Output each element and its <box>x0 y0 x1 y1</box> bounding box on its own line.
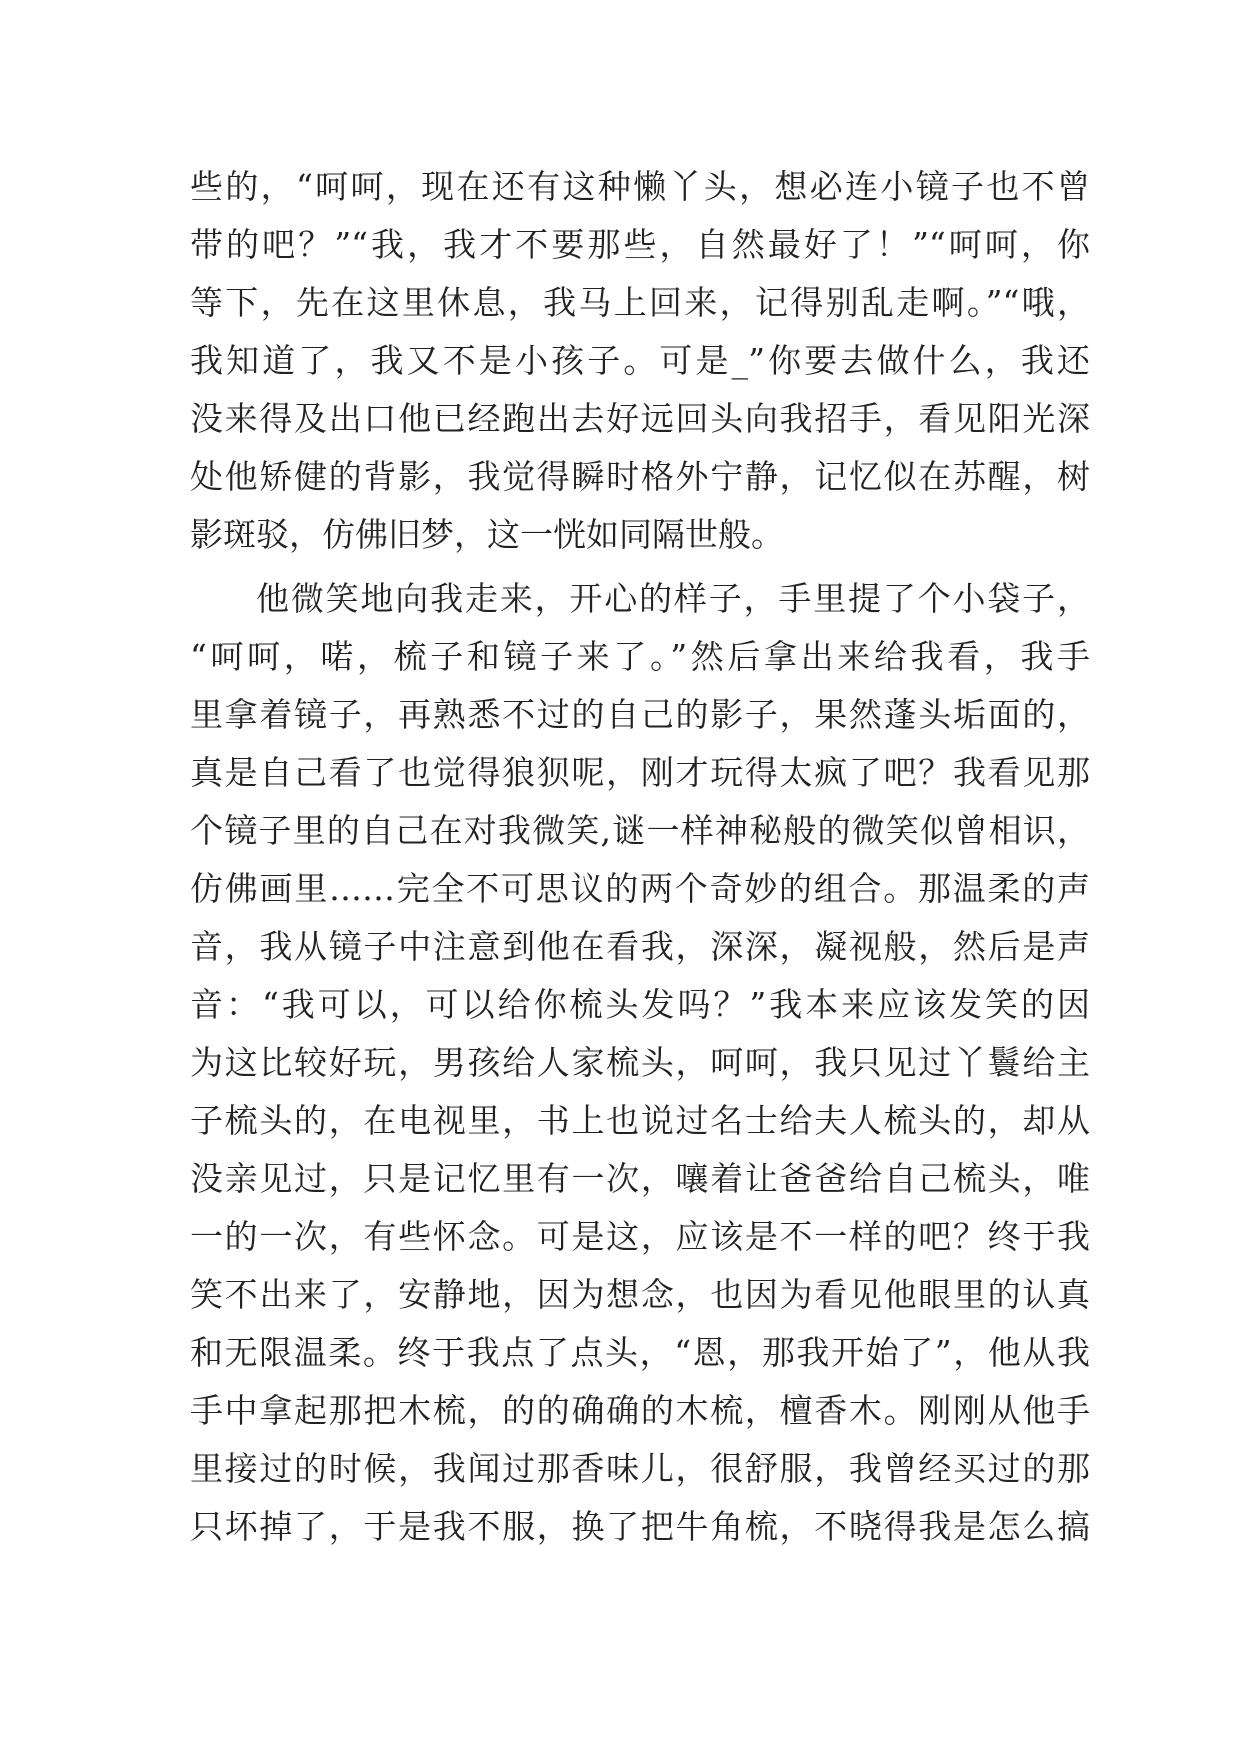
text-line: 没亲见过，只是记忆里有一次，嚷着让爸爸给自己梳头，唯 <box>190 1159 1090 1198</box>
text-line: 个镜子里的自己在对我微笑,谜一样神秘般的微笑似曾相识， <box>190 811 1090 850</box>
text-line: 只坏掉了，于是我不服，换了把牛角梳，不晓得我是怎么搞 <box>190 1507 1090 1546</box>
text-line: 里拿着镜子，再熟悉不过的自己的影子，果然蓬头垢面的， <box>190 695 1090 734</box>
text-line: 带的吧？”“我，我才不要那些，自然最好了！”“呵呵，你 <box>190 225 1090 264</box>
text-line: 音，我从镜子中注意到他在看我，深深，凝视般，然后是声 <box>190 927 1090 966</box>
text-line: 他微笑地向我走来，开心的样子，手里提了个小袋子， <box>256 579 1090 618</box>
text-line: 子梳头的，在电视里，书上也说过名士给夫人梳头的，却从 <box>190 1101 1090 1140</box>
text-line: 手中拿起那把木梳，的的确确的木梳，檀香木。刚刚从他手 <box>190 1391 1090 1430</box>
text-line: 一的一次，有些怀念。可是这，应该是不一样的吧？终于我 <box>190 1217 1090 1256</box>
text-line: 笑不出来了，安静地，因为想念，也因为看见他眼里的认真 <box>190 1275 1090 1314</box>
text-line: 我知道了，我又不是小孩子。可是_”你要去做什么，我还 <box>190 341 1090 380</box>
text-line: “呵呵，喏，梳子和镜子来了。”然后拿出来给我看，我手 <box>190 637 1090 676</box>
body-text <box>190 158 1090 1556</box>
text-line: 没来得及出口他已经跑出去好远回头向我招手，看见阳光深 <box>190 399 1090 438</box>
text-line: 真是自己看了也觉得狼狈呢，刚才玩得太疯了吧？我看见那 <box>190 753 1090 792</box>
text-line: 些的，“呵呵，现在还有这种懒丫头，想必连小镜子也不曾 <box>190 167 1090 206</box>
text-line: 里接过的时候，我闻过那香味儿，很舒服，我曾经买过的那 <box>190 1449 1090 1488</box>
text-line: 仿佛画里……完全不可思议的两个奇妙的组合。那温柔的声 <box>190 869 1090 908</box>
text-line: 等下，先在这里休息，我马上回来，记得别乱走啊。”“哦， <box>190 283 1090 322</box>
paragraph <box>190 158 1090 564</box>
text-line: 和无限温柔。终于我点了点头，“恩，那我开始了”，他从我 <box>190 1333 1090 1372</box>
text-line: 音：“我可以，可以给你梳头发吗？”我本来应该发笑的因 <box>190 985 1090 1024</box>
text-line: 影斑驳，仿佛旧梦，这一恍如同隔世般。 <box>190 515 784 554</box>
text-line: 为这比较好玩，男孩给人家梳头，呵呵，我只见过丫鬟给主 <box>190 1043 1090 1082</box>
text-line: 处他矫健的背影，我觉得瞬时格外宁静，记忆似在苏醒，树 <box>190 457 1090 496</box>
paragraph <box>190 570 1090 1556</box>
